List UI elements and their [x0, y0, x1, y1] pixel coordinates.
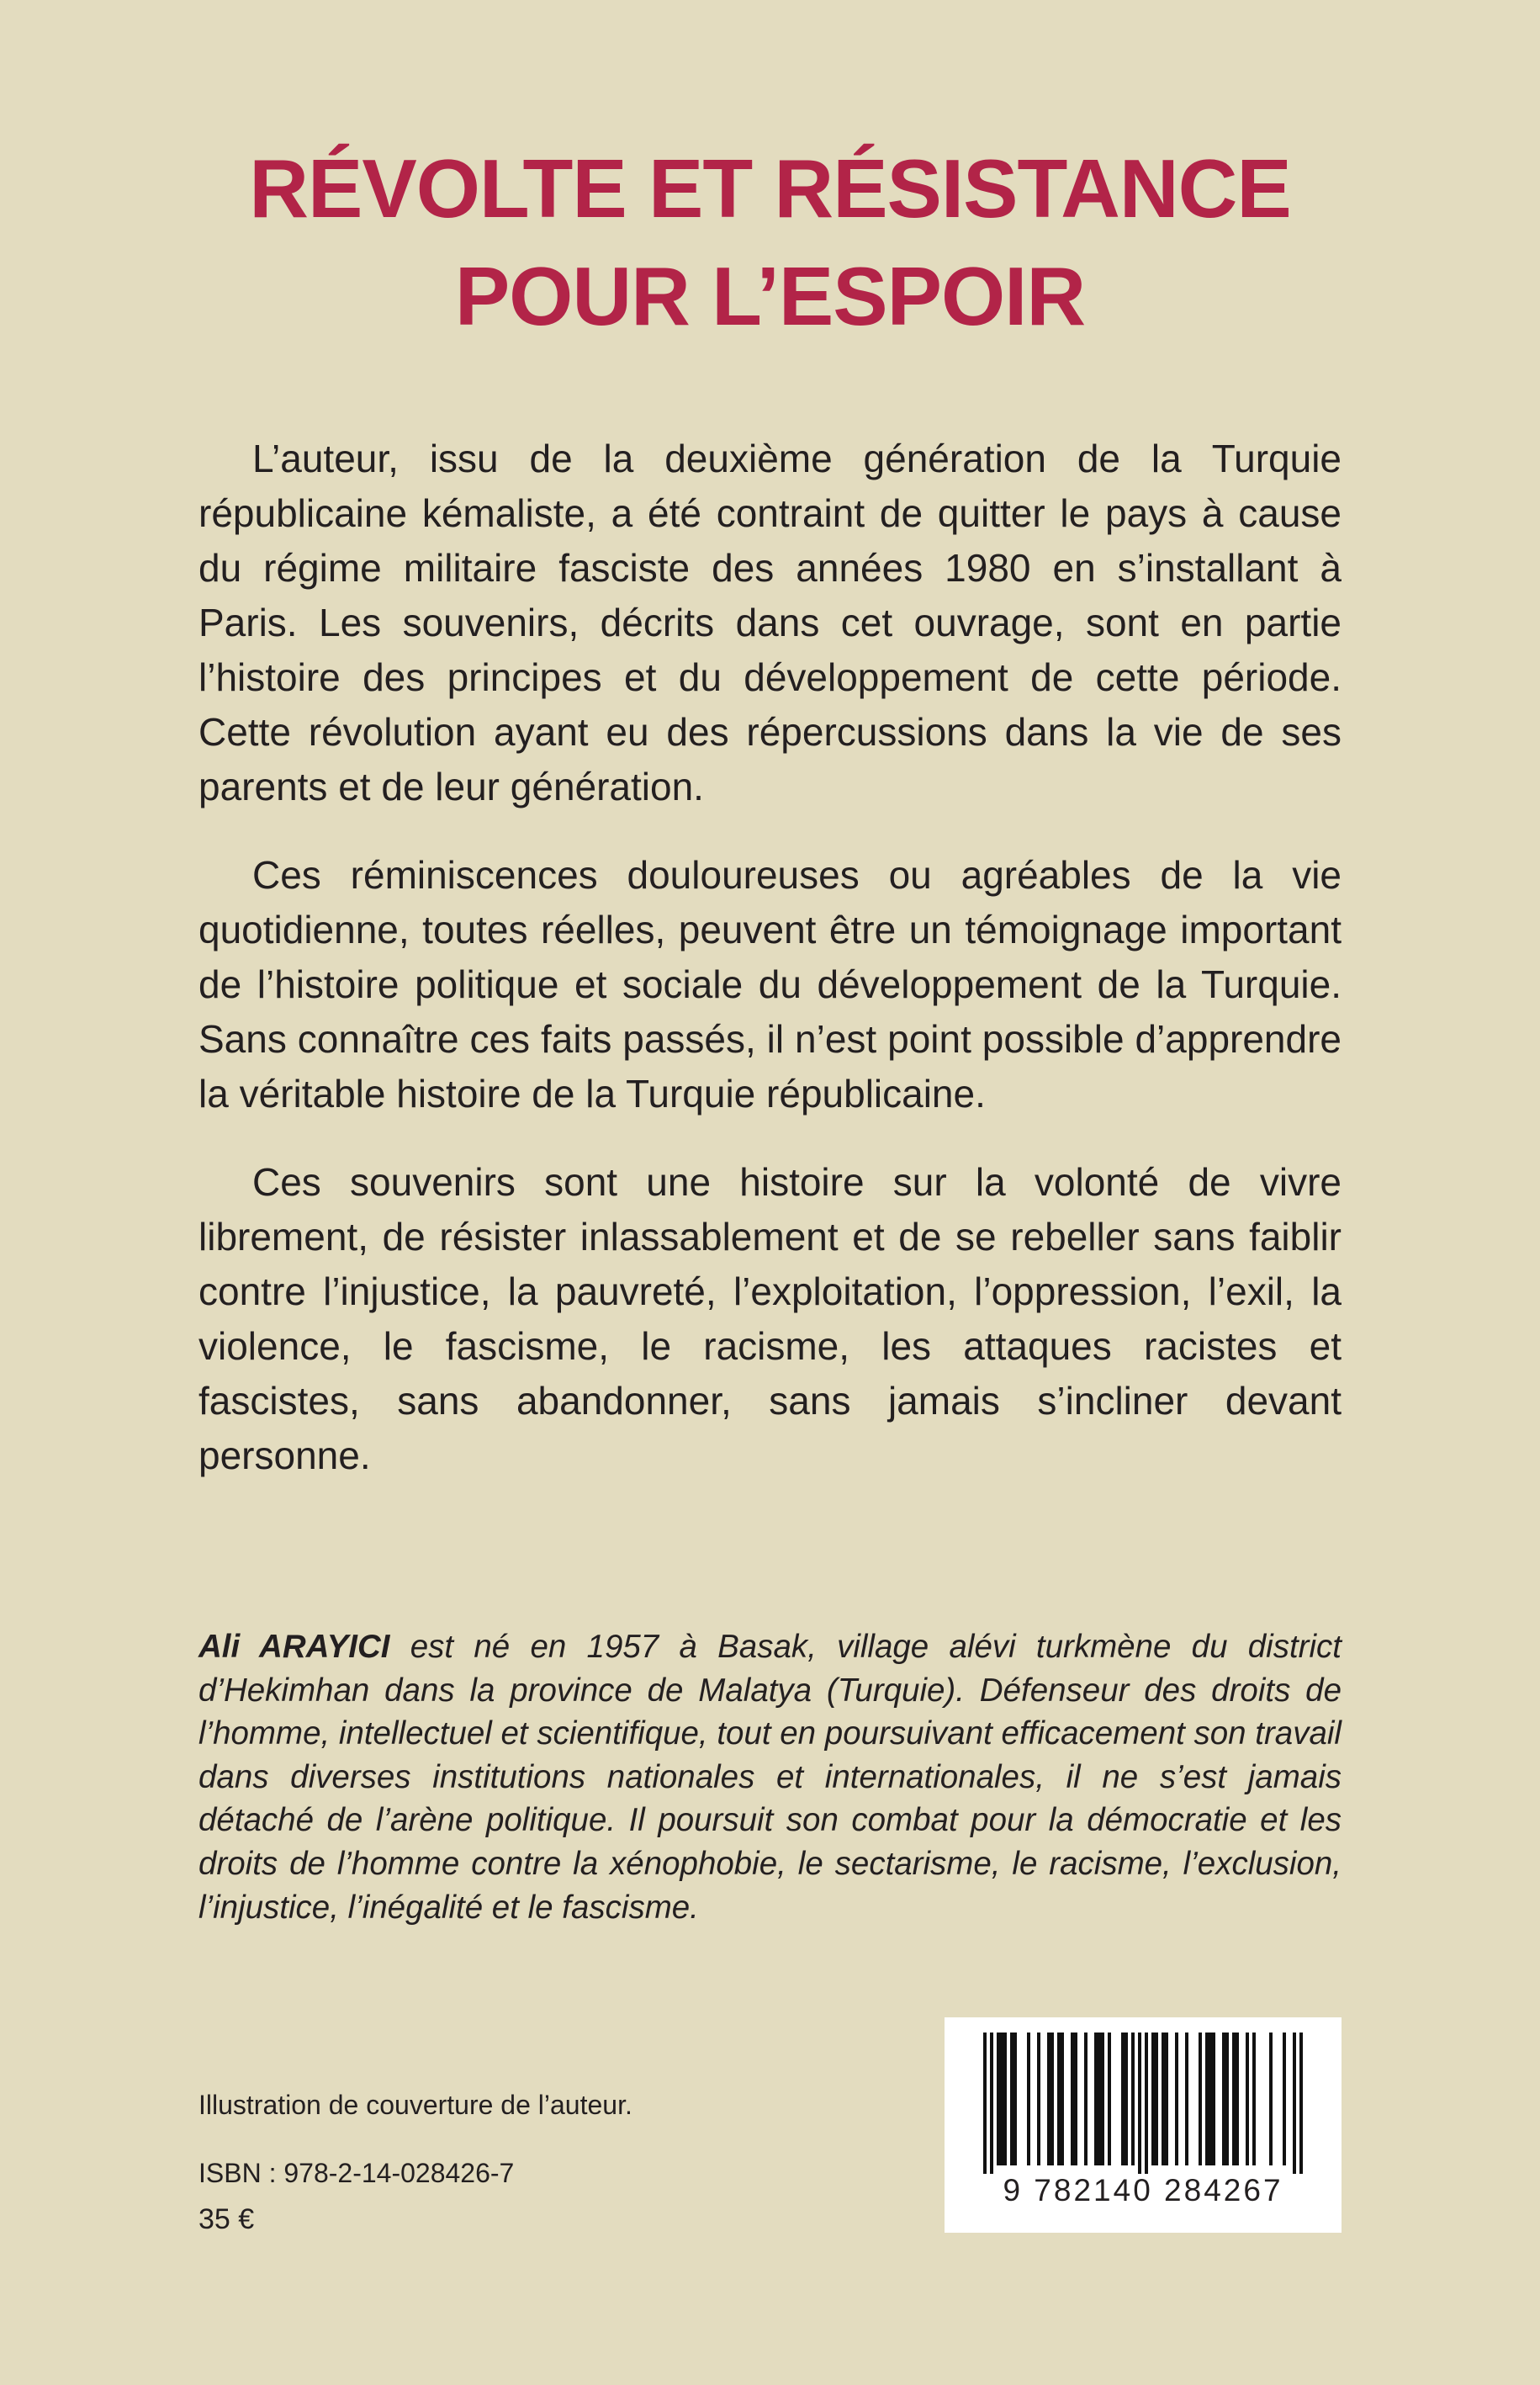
book-title	[0, 135, 1540, 350]
barcode-bar	[1185, 2033, 1188, 2165]
title-line-2: POUR L’ESPOIR	[454, 250, 1086, 342]
author-name: Ali ARAYICI	[198, 1629, 390, 1665]
barcode-bar	[1061, 2033, 1064, 2165]
barcode-bar	[1108, 2033, 1111, 2165]
title-line-1: RÉVOLTE ET RÉSISTANCE	[249, 142, 1291, 235]
barcode-bar	[1000, 2033, 1003, 2165]
barcode-bar	[1125, 2033, 1128, 2165]
barcode-bar	[1121, 2033, 1125, 2165]
barcode-bar	[983, 2033, 987, 2174]
barcode-bar	[1232, 2033, 1236, 2165]
barcode-bar	[997, 2033, 1000, 2165]
summary-paragraph-1: L’auteur, issu de la deuxième génération de la Turquie républicaine kémaliste, a été contraint de quitter le pays à cause du régime militaire fasciste des années 1980 en s’installant à Paris. Les souvenirs, décrits dans cet ouvrage, sont en partie l’histoire des principes et du développement de cette période. Cette révolution ayant eu des répercussions dans la vie de ses parents et de leur génération.	[198, 437, 1342, 808]
barcode-bar	[1057, 2033, 1061, 2165]
barcode-bar	[1074, 2033, 1077, 2165]
barcode-bar	[990, 2033, 993, 2174]
barcode-bar	[1209, 2033, 1212, 2165]
barcode-bar	[1010, 2033, 1013, 2165]
isbn-text: ISBN : 978-2-14-028426-7	[198, 2158, 515, 2188]
barcode-bar	[1212, 2033, 1215, 2165]
barcode-bar	[1205, 2033, 1209, 2165]
barcode-bar	[1013, 2033, 1017, 2165]
barcode-bar	[1162, 2033, 1165, 2165]
barcode-bar	[1293, 2033, 1296, 2174]
barcode-bar	[1071, 2033, 1074, 2165]
barcode-bar	[1269, 2033, 1273, 2165]
barcode-bar	[1222, 2033, 1225, 2165]
barcode-bar	[1225, 2033, 1229, 2165]
price-text: 35 €	[198, 2203, 255, 2235]
barcode-bar	[1236, 2033, 1239, 2165]
barcode-bar	[1027, 2033, 1030, 2165]
barcode-bar	[1145, 2033, 1148, 2174]
barcode	[945, 2017, 1342, 2233]
barcode-bar	[1175, 2033, 1178, 2165]
author-bio	[198, 1625, 1342, 1929]
barcode-bar	[1094, 2033, 1098, 2165]
barcode-bar	[1299, 2033, 1303, 2174]
barcode-bar	[1084, 2033, 1088, 2165]
barcode-bar	[1283, 2033, 1286, 2165]
barcode-bar	[1246, 2033, 1249, 2165]
barcode-digits: 9 782140 284267	[1003, 2173, 1283, 2207]
back-cover-summary	[198, 432, 1342, 1517]
barcode-bar	[1252, 2033, 1256, 2165]
barcode-bar	[1165, 2033, 1168, 2165]
barcode-bar	[1098, 2033, 1101, 2165]
barcode-bar	[1155, 2033, 1158, 2165]
summary-paragraph-2: Ces réminiscences douloureuses ou agréables de la vie quotidienne, toutes réelles, peuvent être un témoignage important de l’histoire politique et sociale du développement de la Turquie. Sans connaître ces faits passés, il n’est point possible d’apprendre la véritable histoire de la Turquie républicaine.	[198, 853, 1342, 1116]
barcode-bar	[1151, 2033, 1155, 2165]
barcode-bar	[1037, 2033, 1040, 2165]
barcode-bar	[1138, 2033, 1141, 2174]
barcode-bar	[1199, 2033, 1202, 2165]
illustration-credit: Illustration de couverture de l’auteur.	[198, 2090, 632, 2120]
barcode-bar	[1101, 2033, 1104, 2165]
barcode-bars	[945, 2017, 1342, 2177]
barcode-bar	[1050, 2033, 1054, 2165]
barcode-bar	[1003, 2033, 1007, 2165]
barcode-bar	[1131, 2033, 1135, 2165]
author-bio-text: est né en 1957 à Basak, village alévi turkmène du district d’Hekimhan dans la province de Malatya (Turquie). Défenseur des droits de l’homme, intellectuel et scientifique, tout en poursuivant efficacement son travail dans diverses institutions nationales et internationales, il ne s’est jamais détaché de l’arène politique. Il poursuit son combat pour la démocratie et les droits de l’homme contre la xénophobie, le sectarisme, le racisme, l’exclusion, l’injustice, l’inégalité et le fascisme.	[198, 1629, 1342, 1926]
summary-paragraph-3: Ces souvenirs sont une histoire sur la volonté de vivre librement, de résister inlassablement et de se rebeller sans faiblir contre l’injustice, la pauvreté, l’exploitation, l’oppression, l’exil, la violence, le fascisme, le racisme, les attaques racistes et fascistes, sans abandonner, sans jamais s’incliner devant personne.	[198, 1160, 1342, 1477]
barcode-bar	[1047, 2033, 1050, 2165]
